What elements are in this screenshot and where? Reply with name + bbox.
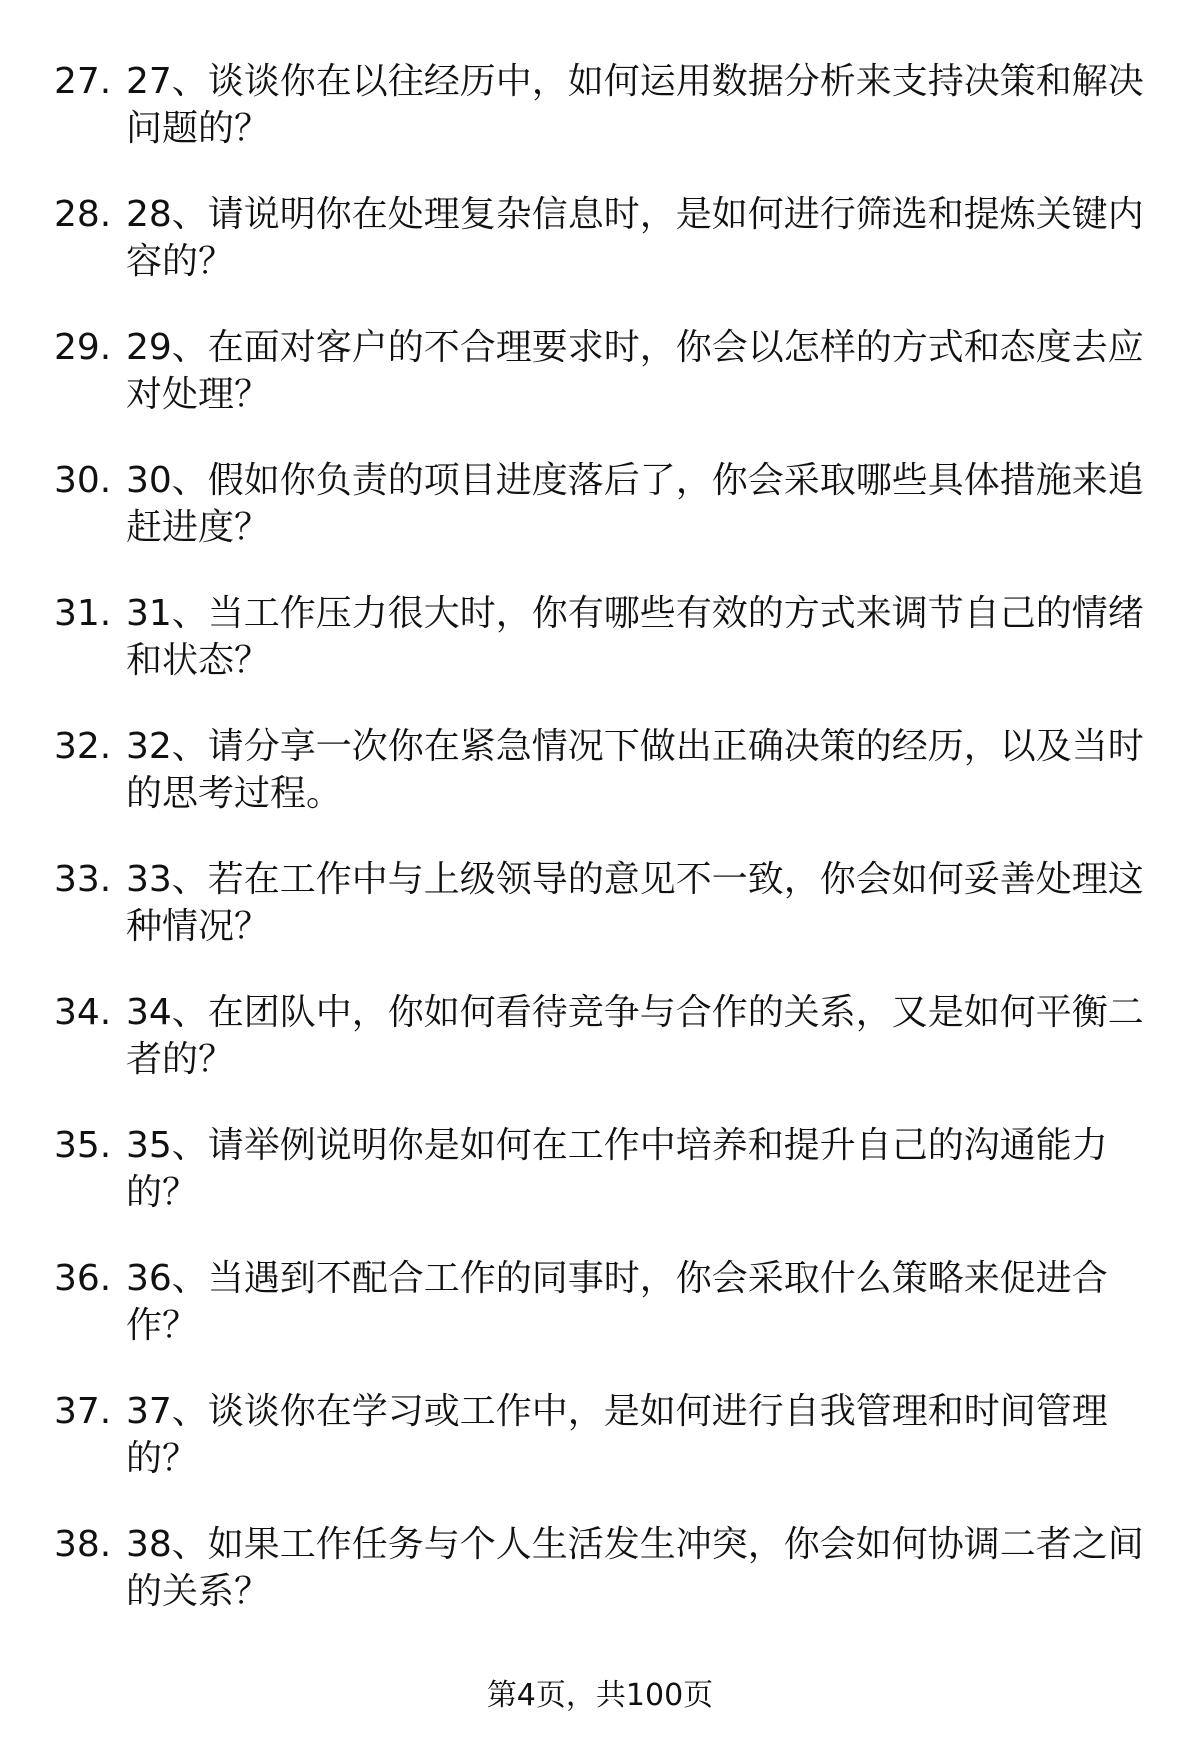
question-item <box>54 723 1154 856</box>
question-number: 27. <box>54 61 112 102</box>
question-number: 30. <box>54 460 112 501</box>
question-text: 38、如果工作任务与个人生活发生冲突，你会如何协调二者之间的关系？ <box>126 1524 1144 1612</box>
question-number: 34. <box>54 992 112 1033</box>
question-number: 35. <box>54 1125 112 1166</box>
question-number: 36. <box>54 1258 112 1299</box>
page-footer: 第4页，共100页 <box>486 1678 714 1713</box>
question-number: 38. <box>54 1524 112 1565</box>
question-number: 32. <box>54 726 112 767</box>
question-item <box>54 1521 1154 1654</box>
question-text: 29、在面对客户的不合理要求时，你会以怎样的方式和态度去应对处理？ <box>126 327 1144 415</box>
question-text: 30、假如你负责的项目进度落后了，你会采取哪些具体措施来追赶进度？ <box>126 460 1144 548</box>
question-number: 37. <box>54 1391 112 1432</box>
question-item <box>54 58 1154 191</box>
question-item <box>54 856 1154 989</box>
question-text: 33、若在工作中与上级领导的意见不一致，你会如何妥善处理这种情况？ <box>126 859 1144 947</box>
question-item <box>54 590 1154 723</box>
question-item <box>54 1255 1154 1388</box>
question-number: 28. <box>54 194 112 235</box>
question-item <box>54 989 1154 1122</box>
question-item <box>54 324 1154 457</box>
question-number: 29. <box>54 327 112 368</box>
question-item <box>54 1122 1154 1255</box>
question-text: 34、在团队中，你如何看待竞争与合作的关系，又是如何平衡二者的？ <box>126 992 1144 1080</box>
question-text: 32、请分享一次你在紧急情况下做出正确决策的经历，以及当时的思考过程。 <box>126 726 1144 814</box>
question-text: 31、当工作压力很大时，你有哪些有效的方式来调节自己的情绪和状态？ <box>126 593 1144 681</box>
question-item <box>54 191 1154 324</box>
question-text: 27、谈谈你在以往经历中，如何运用数据分析来支持决策和解决问题的？ <box>126 61 1144 149</box>
question-number: 31. <box>54 593 112 634</box>
question-text: 37、谈谈你在学习或工作中，是如何进行自我管理和时间管理的？ <box>126 1391 1108 1479</box>
question-list <box>54 58 1154 1654</box>
question-item <box>54 457 1154 590</box>
question-text: 36、当遇到不配合工作的同事时，你会采取什么策略来促进合作？ <box>126 1258 1108 1346</box>
question-number: 33. <box>54 859 112 900</box>
question-item <box>54 1388 1154 1521</box>
question-text: 35、请举例说明你是如何在工作中培养和提升自己的沟通能力的？ <box>126 1125 1108 1213</box>
question-text: 28、请说明你在处理复杂信息时，是如何进行筛选和提炼关键内容的？ <box>126 194 1144 282</box>
